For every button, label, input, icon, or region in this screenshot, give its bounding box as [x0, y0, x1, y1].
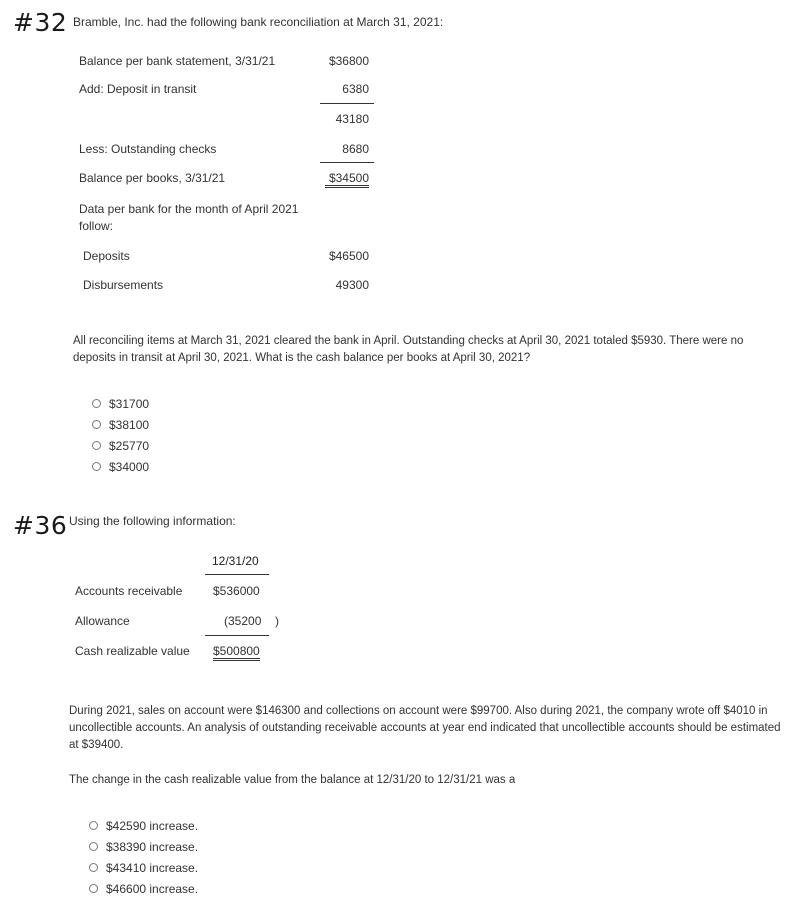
question-number-36: #36 — [13, 511, 68, 540]
radio-icon[interactable] — [92, 399, 101, 408]
q32-option-3[interactable] — [92, 435, 149, 456]
accounts-receivable-label: Accounts receivable — [75, 584, 183, 598]
subtotal-value: 43180 — [335, 112, 369, 126]
allowance-rule — [205, 635, 269, 636]
deposits-label: Deposits — [83, 249, 130, 263]
table-header-date: 12/31/20 — [212, 554, 259, 568]
radio-icon[interactable] — [92, 420, 101, 429]
question-number-32: #32 — [13, 8, 68, 37]
option-label: $46600 increase. — [106, 881, 199, 896]
option-label: $38390 increase. — [106, 839, 199, 854]
allowance-label: Allowance — [75, 614, 130, 628]
option-label: $25770 — [109, 438, 150, 453]
radio-icon[interactable] — [89, 863, 98, 872]
crv-label: Cash realizable value — [75, 644, 190, 658]
q32-option-2[interactable] — [92, 414, 149, 435]
q36-option-4[interactable] — [89, 878, 198, 899]
crv-value: $500800 — [213, 644, 260, 661]
q32-options — [92, 393, 149, 477]
outstanding-checks-value: 8680 — [342, 142, 369, 156]
allowance-close-paren: ) — [275, 614, 279, 628]
books-balance-label: Balance per books, 3/31/21 — [79, 171, 226, 185]
books-balance-value: $34500 — [325, 171, 369, 188]
option-label: $31700 — [109, 396, 150, 411]
q36-option-3[interactable] — [89, 857, 198, 878]
outstanding-checks-label: Less: Outstanding checks — [79, 142, 217, 156]
q32-question-text: All reconciling items at March 31, 2021 cleared the bank in April. Outstanding checks at April 30, 2021 totaled $5930. There were no deposits in transit at April 30, 2021. What is the cash balance per books at April 30, 2021? — [73, 335, 744, 364]
accounts-receivable-value: $536000 — [213, 584, 260, 598]
option-label: $34000 — [109, 459, 150, 474]
option-label: $38100 — [109, 417, 150, 432]
radio-icon[interactable] — [92, 441, 101, 450]
disbursements-value: 49300 — [335, 278, 369, 292]
bank-balance-label: Balance per bank statement, 3/31/21 — [79, 54, 276, 68]
q36-option-2[interactable] — [89, 836, 198, 857]
radio-icon[interactable] — [89, 842, 98, 851]
deposits-value: $46500 — [328, 249, 369, 263]
radio-icon[interactable] — [89, 884, 98, 893]
q32-option-4[interactable] — [92, 456, 149, 477]
bank-balance-value: $36800 — [328, 54, 369, 68]
subtotal-rule — [320, 103, 374, 104]
q32-option-1[interactable] — [92, 393, 149, 414]
deposit-in-transit-value: 6380 — [342, 82, 369, 96]
q32-intro: Bramble, Inc. had the following bank reconciliation at March 31, 2021: — [73, 15, 444, 29]
option-label: $42590 increase. — [106, 818, 199, 833]
radio-icon[interactable] — [92, 462, 101, 471]
q36-paragraph-2: The change in the cash realizable value from the balance at 12/31/20 to 12/31/21 was a — [69, 774, 516, 786]
disbursements-label: Disbursements — [83, 278, 164, 292]
q36-intro: Using the following information: — [69, 514, 236, 528]
april-data-label: Data per bank for the month of April 2021 follow: — [79, 202, 299, 233]
allowance-value: (35200 — [224, 614, 262, 628]
q36-option-1[interactable] — [89, 815, 198, 836]
q36-paragraph-1: During 2021, sales on account were $146300 and collections on account were $99700. Also during 2021, the company wrote off $4010 in uncollectible accounts. An analysis of outstanding receivable accounts at year end indicated that uncollectible accounts should be estimated at $39400. — [69, 705, 781, 751]
checks-rule — [320, 162, 374, 163]
option-label: $43410 increase. — [106, 860, 199, 875]
radio-icon[interactable] — [89, 821, 98, 830]
deposit-in-transit-label: Add: Deposit in transit — [79, 82, 197, 96]
header-rule — [205, 574, 269, 575]
q36-options — [89, 815, 198, 899]
